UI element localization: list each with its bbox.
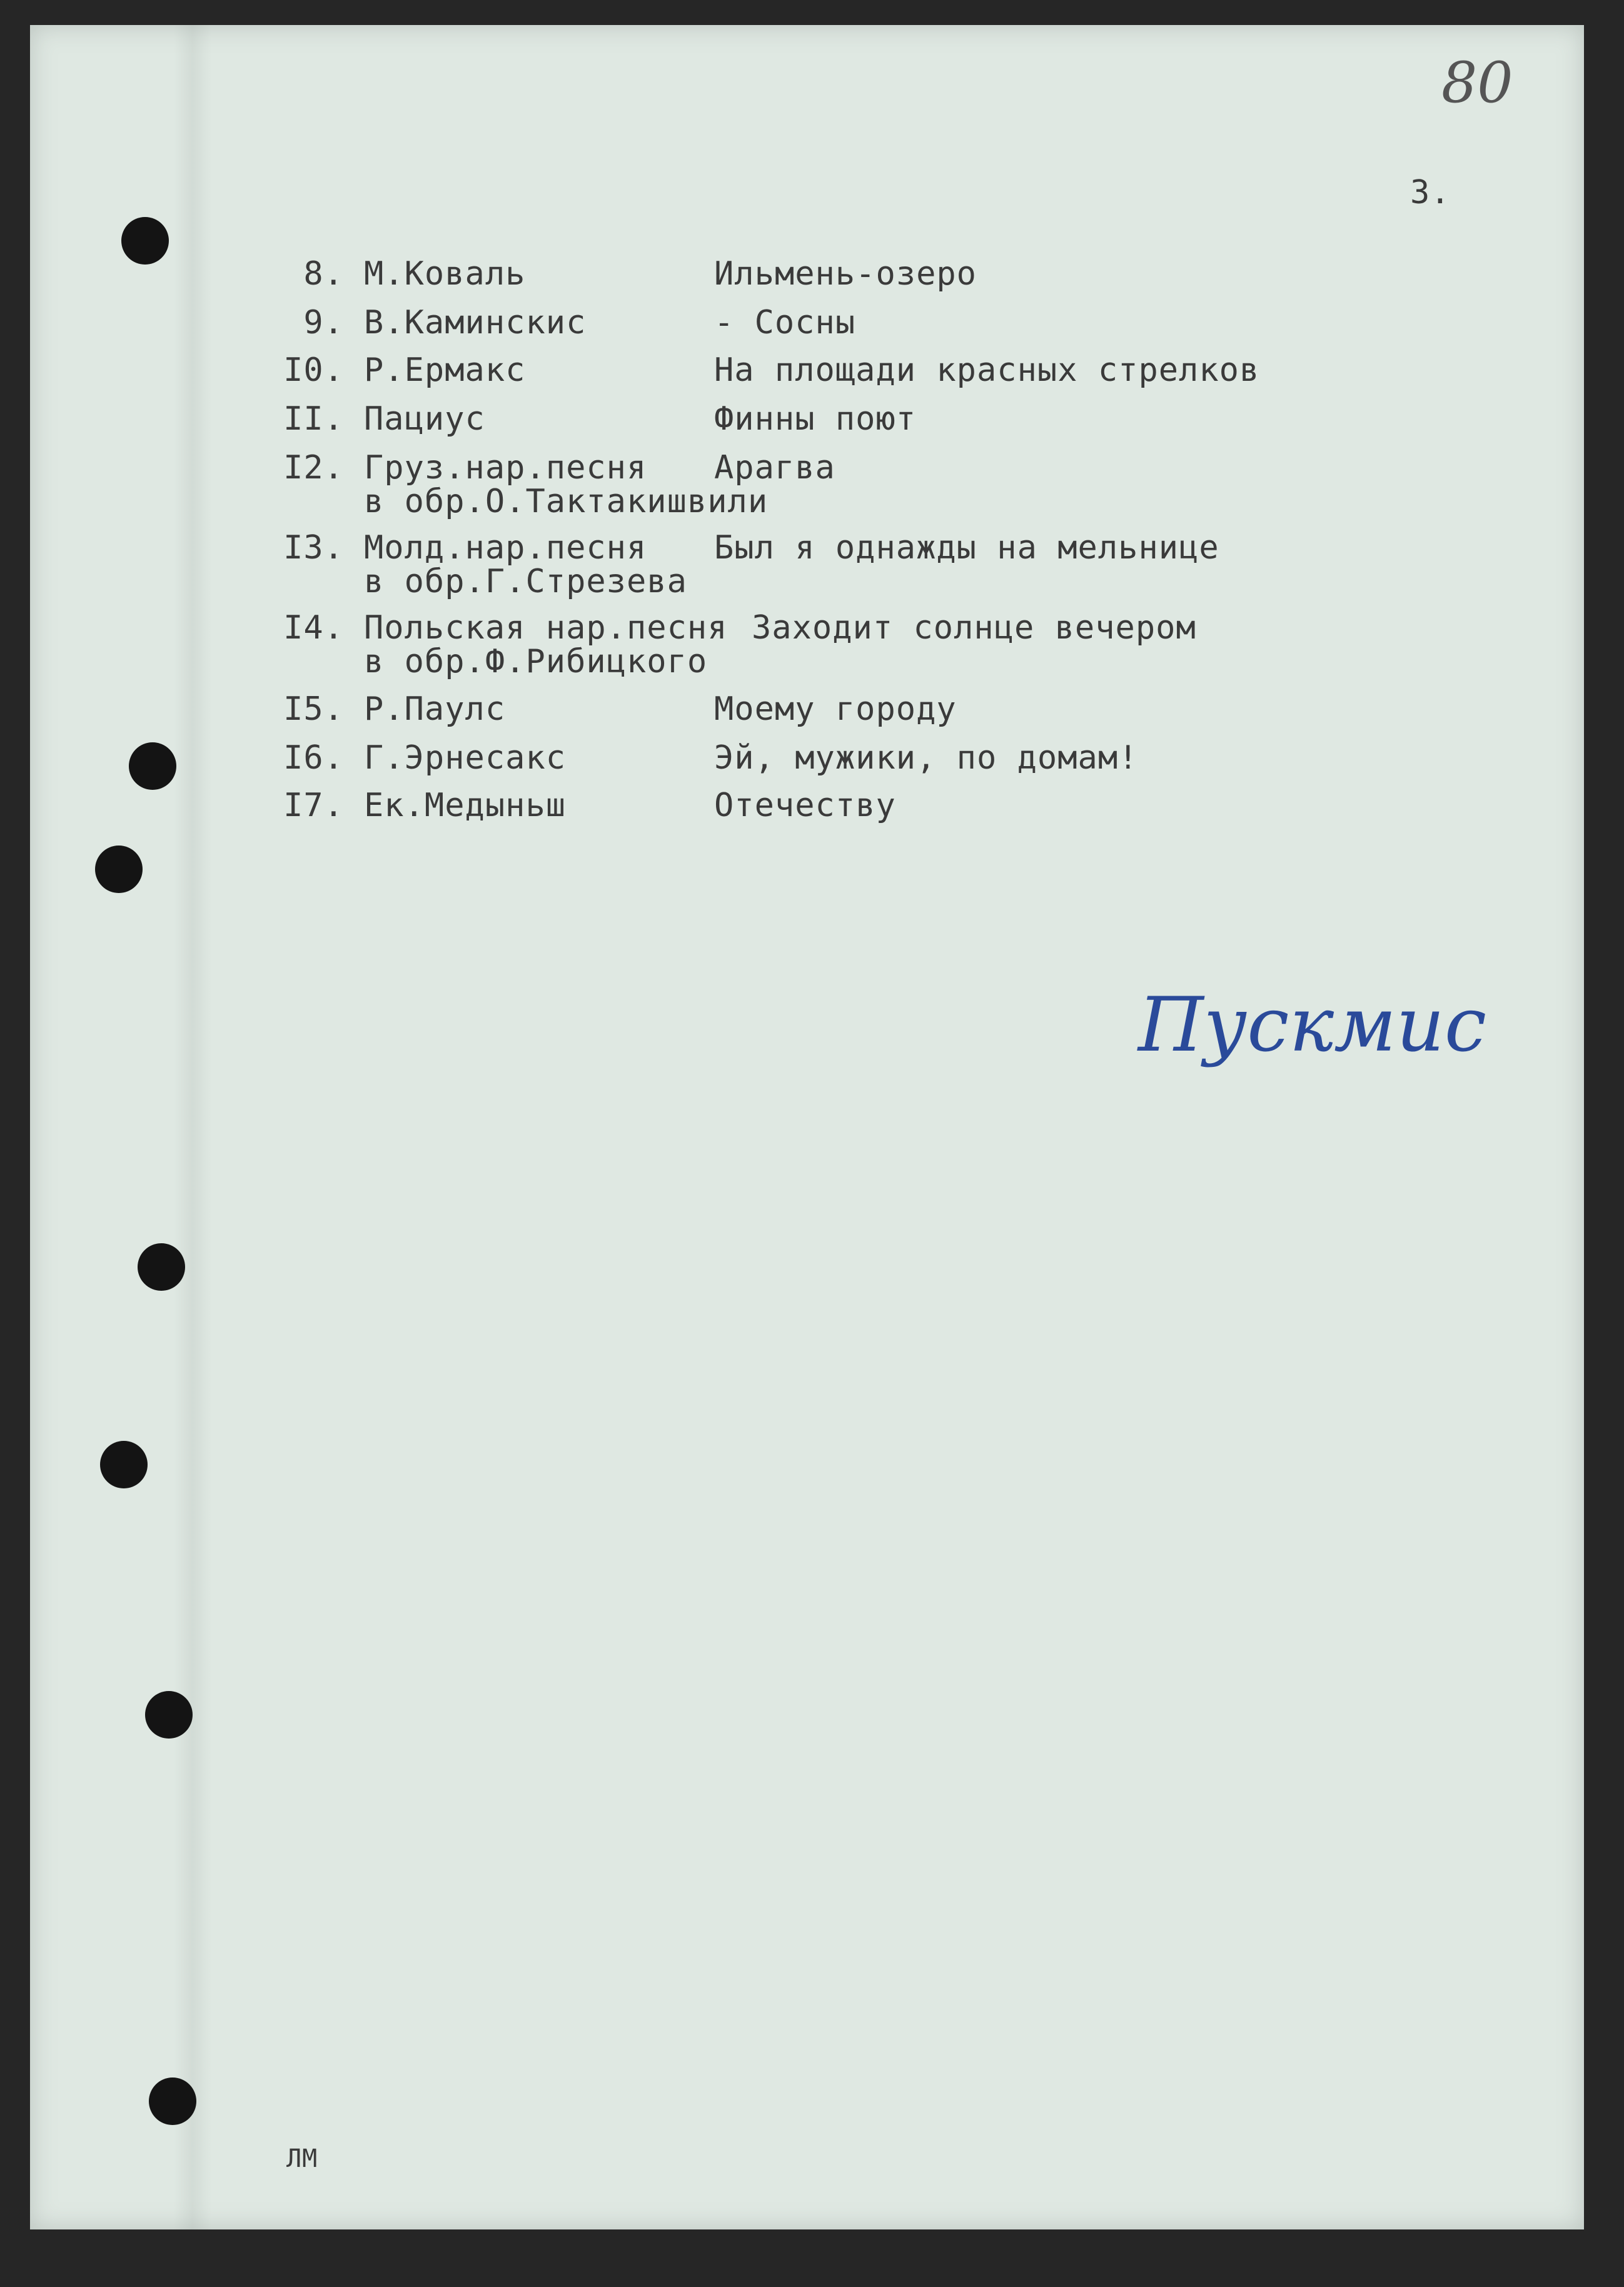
punch-hole [138, 1243, 185, 1291]
entry-title: Ильмень-озеро [714, 255, 977, 293]
entry-number: I0. [283, 351, 344, 389]
entry-composer: Р.Ермакс [364, 351, 526, 389]
punch-hole [121, 217, 169, 265]
entry-number: I5. [283, 690, 344, 728]
entry-title: Заходит солнце вечером [752, 609, 1196, 647]
entry-number: I7. [283, 787, 344, 824]
entry-composer: Груз.нар.песня [364, 449, 647, 487]
punch-hole [149, 2077, 196, 2125]
entry-number: 9. [303, 304, 344, 341]
entry-arranger: в обр.О.Тактакишвили [364, 483, 769, 520]
entry-composer: Ек.Медыньш [364, 787, 567, 824]
entry-number: I6. [283, 739, 344, 777]
signature: Пускмис [1138, 982, 1487, 1069]
entry-number: 8. [303, 255, 344, 293]
entry-arranger: в обр.Г.Стрезева [364, 563, 687, 600]
entry-title: Отечеству [714, 787, 896, 824]
entry-title: - Сосны [714, 304, 856, 341]
entry-composer: В.Каминскис [364, 304, 587, 341]
entry-composer: Г.Эрнесакс [364, 739, 567, 777]
entry-composer: Пациус [364, 400, 485, 438]
entry-composer: Польская нар.песня [364, 609, 728, 647]
entry-composer: М.Коваль [364, 255, 526, 293]
punch-hole [129, 742, 176, 790]
archive-number: 80 [1441, 50, 1513, 116]
entry-title: Эй, мужики, по домам! [714, 739, 1139, 777]
punch-hole [100, 1441, 148, 1488]
punch-hole [95, 846, 143, 893]
entry-title: На площади красных стрелков [714, 351, 1260, 389]
entry-number: II. [283, 400, 344, 438]
page-number: 3. [1410, 174, 1451, 211]
entry-composer: Молд.нар.песня [364, 529, 647, 567]
entry-title: Был я однажды на мельнице [714, 529, 1219, 567]
entry-number: I2. [283, 449, 344, 487]
entry-number: I4. [283, 609, 344, 647]
entry-title: Моему городу [714, 690, 957, 728]
entry-number: I3. [283, 529, 344, 567]
entry-title: Финны поют [714, 400, 917, 438]
entry-title: Арагва [714, 449, 835, 487]
entry-composer: Р.Паулс [364, 690, 506, 728]
footer-initials: ЛМ [286, 2144, 318, 2173]
entry-arranger: в обр.Ф.Рибицкого [364, 643, 708, 680]
punch-hole [145, 1691, 193, 1739]
